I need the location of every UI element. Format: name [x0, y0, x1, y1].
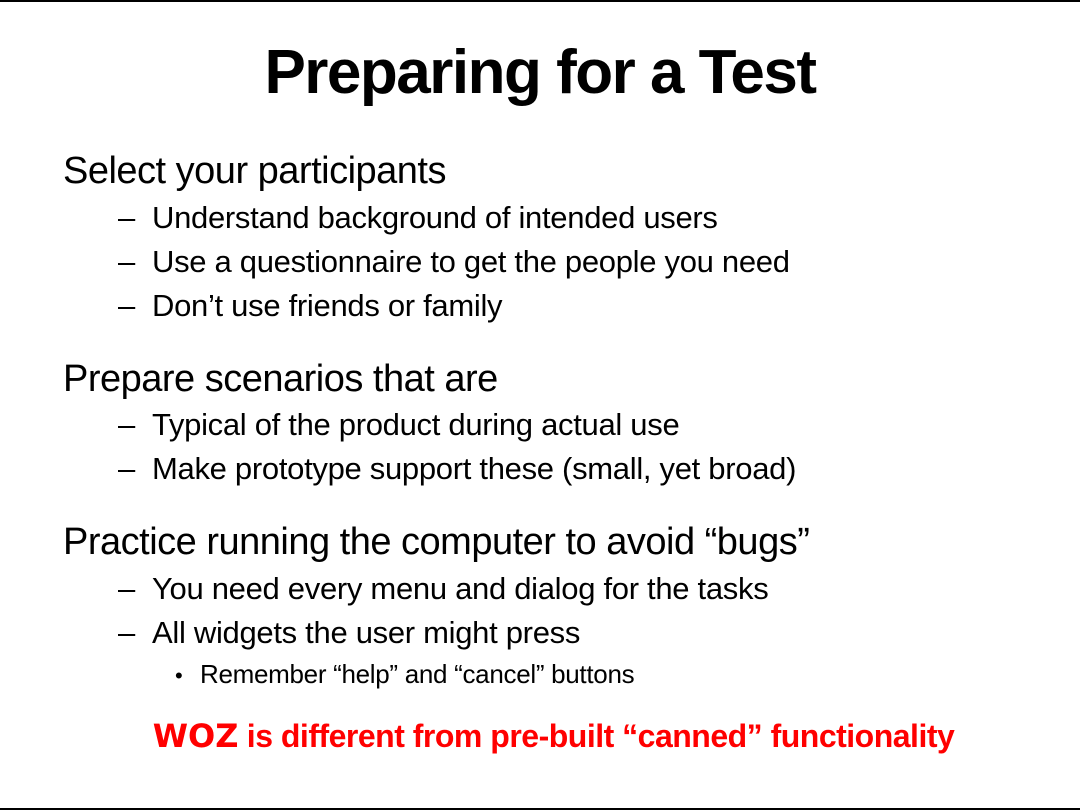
bullet-item: [63, 567, 1044, 611]
bullet-text: Don’t use friends or family: [152, 287, 503, 323]
dash-bullet-marker: –: [118, 199, 135, 235]
bullet-text: Make prototype support these (small, yet broad): [152, 451, 797, 486]
section-scenarios: [63, 356, 1044, 492]
bullet-text: Use a questionnaire to get the people you need: [152, 243, 790, 279]
bullet-text: All widgets the user might press: [152, 614, 581, 650]
bullet-item: [63, 447, 1044, 491]
bullet-item: [63, 284, 1044, 328]
footer-emphasis-text: WOZ: [152, 716, 239, 755]
bullet-text: Understand background of intended users: [152, 199, 718, 235]
bullet-text: Typical of the product during actual use: [152, 407, 680, 442]
section-heading: Practice running the computer to avoid “bugs”: [63, 521, 810, 563]
bullet-text: You need every menu and dialog for the tasks: [152, 570, 769, 606]
bullet-item: [63, 196, 1044, 240]
section-participants: [63, 148, 1044, 328]
section-practice: [63, 519, 1044, 695]
footer-text: is different from pre-built “canned” functionality: [238, 717, 955, 754]
bullet-item: [63, 611, 1044, 655]
dash-bullet-marker: –: [118, 243, 135, 279]
slide-content: [0, 148, 1080, 755]
bullet-item: [63, 240, 1044, 284]
dash-bullet-marker: –: [118, 451, 135, 486]
slide-footer: [63, 717, 1044, 755]
dash-bullet-marker: –: [118, 287, 135, 323]
dash-bullet-marker: –: [118, 407, 135, 442]
section-heading: Select your participants: [63, 150, 446, 192]
slide-title: Preparing for a Test: [264, 38, 816, 107]
sub-bullet-text: Remember “help” and “cancel” buttons: [200, 658, 635, 689]
sub-bullet-item: [63, 655, 1044, 695]
section-heading: Prepare scenarios that are: [63, 357, 498, 400]
dash-bullet-marker: –: [118, 570, 135, 606]
bullet-item: [63, 403, 1044, 447]
dash-bullet-marker: –: [118, 614, 135, 650]
dot-bullet-marker: •: [175, 662, 183, 688]
